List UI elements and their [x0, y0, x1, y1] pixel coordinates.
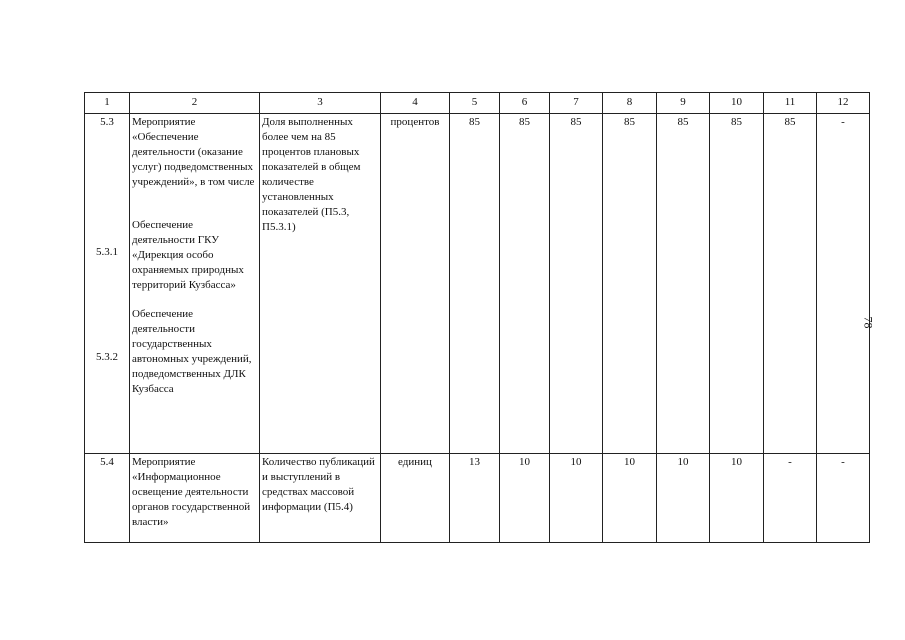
header-cell: 10	[710, 93, 764, 114]
table-row	[85, 114, 870, 454]
value-cell: 10	[550, 454, 603, 543]
value-cell: 85	[550, 114, 603, 454]
header-cell: 5	[450, 93, 500, 114]
value-cell: 10	[500, 454, 550, 543]
table-row	[85, 454, 870, 543]
page-number: 78	[861, 316, 876, 329]
value-cell: 10	[710, 454, 764, 543]
header-cell: 3	[260, 93, 381, 114]
subitem-number: 5.3.1	[96, 246, 118, 258]
indicator-cell: Количество публикаций и выступлений в средствах массовой информации (П5.4)	[260, 454, 381, 543]
header-cell: 9	[657, 93, 710, 114]
row-number-cell: 5.4	[85, 454, 130, 543]
unit-cell: процентов	[381, 114, 450, 454]
subitem-number: 5.3.2	[96, 351, 118, 363]
value-cell: 85	[657, 114, 710, 454]
event-name-cell: Мероприятие «Информационное освещение деятельности органов государственной власти»	[130, 454, 260, 543]
value-cell: -	[817, 454, 870, 543]
value-cell: 85	[710, 114, 764, 454]
value-cell: 85	[764, 114, 817, 454]
value-cell: 10	[657, 454, 710, 543]
header-cell: 8	[603, 93, 657, 114]
header-cell: 7	[550, 93, 603, 114]
value-cell: 85	[603, 114, 657, 454]
header-cell: 2	[130, 93, 260, 114]
value-cell: -	[764, 454, 817, 543]
indicator-cell: Доля выполненных более чем на 85 процентов плановых показателей в общем количестве установленных показателей (П5.3, П5.3.1)	[260, 114, 381, 454]
value-cell: 85	[450, 114, 500, 454]
header-cell: 4	[381, 93, 450, 114]
value-cell: 85	[500, 114, 550, 454]
subitem-name: Обеспечение деятельности ГКУ «Дирекция особо охраняемых природных территорий Кузбасса»	[132, 219, 244, 291]
event-name: Мероприятие «Обеспечение деятельности (оказание услуг) подведомственных учреждений», в том числе	[132, 116, 255, 188]
value-cell: 13	[450, 454, 500, 543]
header-row	[85, 93, 870, 114]
value-cell: 10	[603, 454, 657, 543]
indicators-table	[84, 92, 870, 543]
header-cell: 12	[817, 93, 870, 114]
header-cell: 11	[764, 93, 817, 114]
unit-cell: единиц	[381, 454, 450, 543]
row-number-cell	[85, 114, 130, 454]
event-name-cell	[130, 114, 260, 454]
row-number: 5.3	[100, 116, 114, 128]
header-cell: 6	[500, 93, 550, 114]
header-cell: 1	[85, 93, 130, 114]
subitem-name: Обеспечение деятельности государственных автономных учреждений, подведомственных ДЛК Кузбасса	[132, 308, 252, 395]
value-cell: -	[817, 114, 870, 454]
